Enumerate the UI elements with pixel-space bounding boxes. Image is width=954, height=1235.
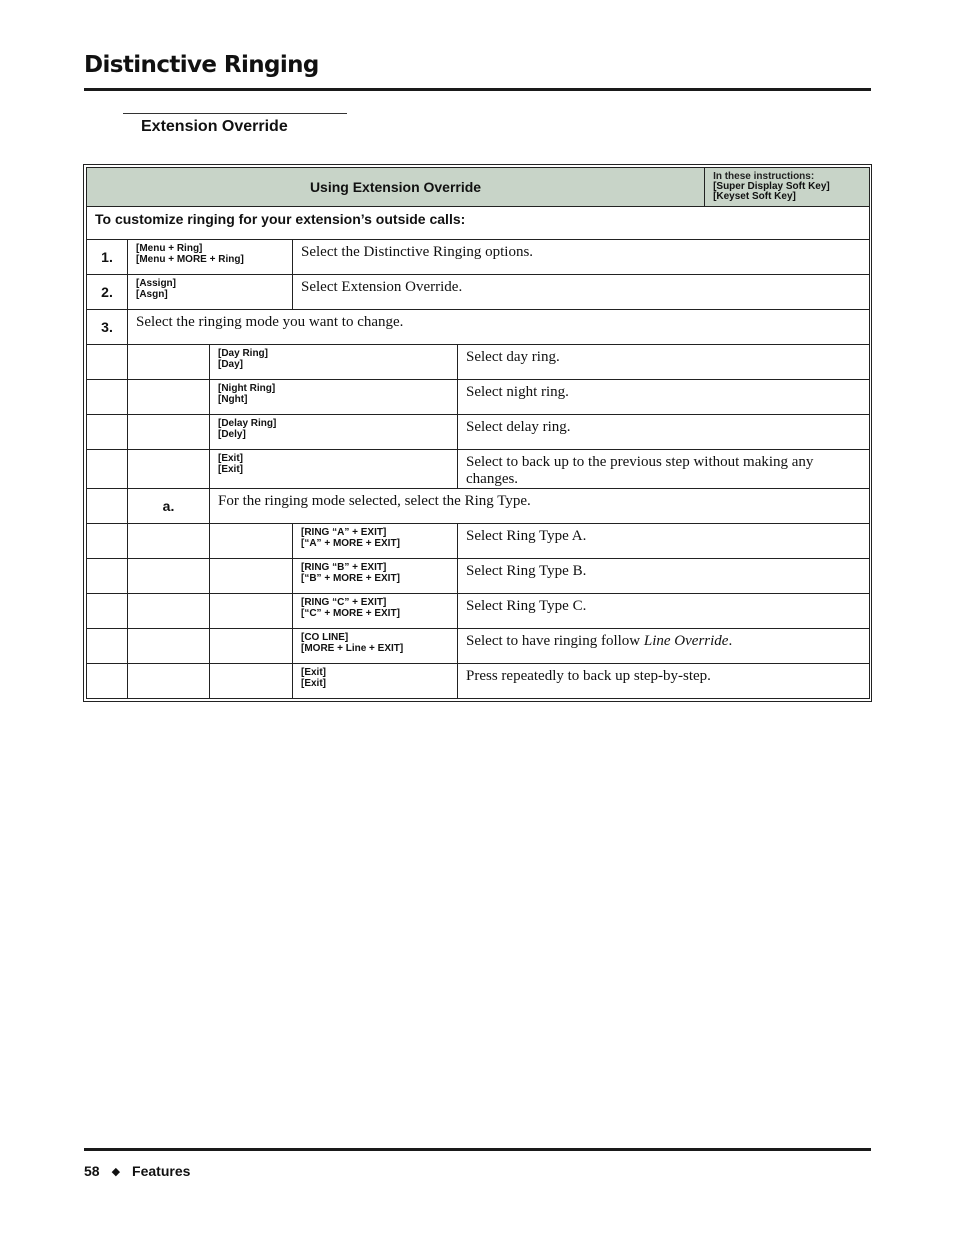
- legend-super-display: [Super Display Soft Key]: [713, 181, 830, 192]
- table-row: [87, 415, 870, 450]
- soft-key: [RING “B” + EXIT] [“B” + MORE + EXIT]: [293, 559, 458, 594]
- step-description: Select the Distinctive Ringing options.: [293, 240, 870, 275]
- table-row: [87, 310, 870, 345]
- table-header-row: [87, 168, 870, 207]
- step-description: Press repeatedly to back up step-by-step.: [458, 664, 870, 699]
- substep-label: a.: [128, 489, 210, 524]
- legend-intro: In these instructions:: [713, 171, 815, 182]
- soft-key: [Menu + Ring] [Menu + MORE + Ring]: [128, 240, 293, 275]
- soft-key: [Day Ring] [Day]: [210, 345, 458, 380]
- step-description: Select day ring.: [458, 345, 870, 380]
- legend-keyset: [Keyset Soft Key]: [713, 191, 796, 202]
- soft-key: [Exit] [Exit]: [210, 450, 458, 489]
- soft-key: [Assign] [Asgn]: [128, 275, 293, 310]
- soft-key: [Night Ring] [Nght]: [210, 380, 458, 415]
- table-row: [87, 559, 870, 594]
- step-description: Select Ring Type A.: [458, 524, 870, 559]
- table-row: [87, 345, 870, 380]
- section-title: Extension Override: [141, 118, 288, 135]
- section-divider: [123, 113, 347, 114]
- soft-key: [RING “A” + EXIT] [“A” + MORE + EXIT]: [293, 524, 458, 559]
- step-number: 1.: [87, 240, 128, 275]
- title-divider: [84, 88, 871, 91]
- intro-text: To customize ringing for your extension’s outside calls:: [87, 207, 870, 240]
- page-title: Distinctive Ringing: [84, 52, 319, 78]
- step-description: Select night ring.: [458, 380, 870, 415]
- intro-row: [87, 207, 870, 240]
- step-description: Select Ring Type C.: [458, 594, 870, 629]
- step-description: Select Ring Type B.: [458, 559, 870, 594]
- step-description: Select to have ringing follow Line Override.: [458, 629, 870, 664]
- step-description: For the ringing mode selected, select the Ring Type.: [210, 489, 870, 524]
- soft-key: [RING “C” + EXIT] [“C” + MORE + EXIT]: [293, 594, 458, 629]
- step-description: Select Extension Override.: [293, 275, 870, 310]
- footer-divider: [84, 1148, 871, 1151]
- table-row: [87, 594, 870, 629]
- instructions-table: [83, 164, 872, 702]
- soft-key: [Exit] [Exit]: [293, 664, 458, 699]
- step-description: Select to back up to the previous step without making any changes.: [458, 450, 870, 489]
- page-footer: [84, 1163, 190, 1179]
- step-number: 3.: [87, 310, 128, 345]
- table-row: [87, 275, 870, 310]
- table-row: [87, 240, 870, 275]
- instructions-legend: [705, 168, 870, 207]
- diamond-icon: ◆: [111, 1165, 121, 1178]
- table-row: [87, 450, 870, 489]
- table-row: [87, 380, 870, 415]
- table-row: [87, 629, 870, 664]
- table-row: [87, 664, 870, 699]
- step-number: 2.: [87, 275, 128, 310]
- step-description: Select delay ring.: [458, 415, 870, 450]
- step-description: Select the ringing mode you want to change.: [128, 310, 870, 345]
- soft-key: [CO LINE] [MORE + Line + EXIT]: [293, 629, 458, 664]
- page-number: 58: [84, 1163, 100, 1179]
- table-row: [87, 489, 870, 524]
- table-row: [87, 524, 870, 559]
- soft-key: [Delay Ring] [Dely]: [210, 415, 458, 450]
- table-title: Using Extension Override: [87, 168, 705, 207]
- footer-section: Features: [132, 1163, 191, 1179]
